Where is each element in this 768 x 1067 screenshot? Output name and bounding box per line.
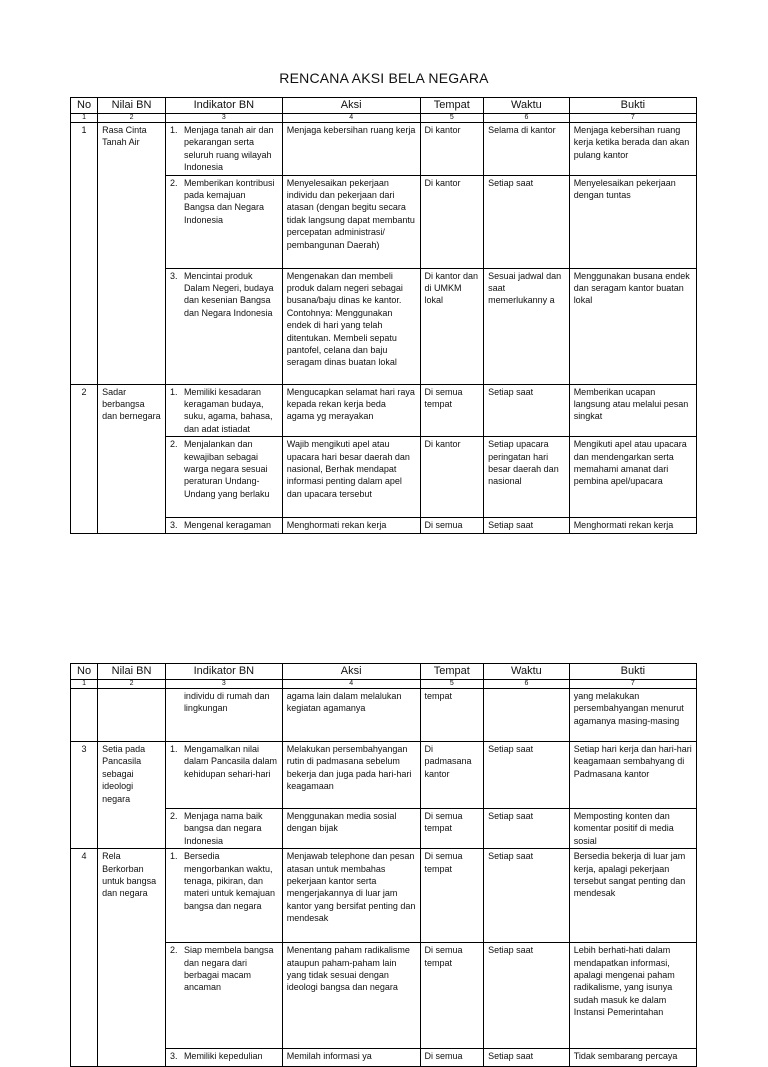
- header-bukti: Bukti: [569, 664, 696, 680]
- indicator-number: 1.: [169, 125, 178, 135]
- indicator-item: [170, 519, 278, 531]
- cell-aksi: Wajib mengikuti apel atau upacara hari besar daerah dan nasional, Berhak mendapat informasi penting dalam apel dan upacara tersebut: [282, 437, 420, 518]
- cell-nilai-bn: [98, 1049, 166, 1067]
- column-number-6: 6: [484, 114, 570, 123]
- cell-no: 2: [71, 384, 98, 437]
- indicator-text: Siap membela bangsa dan negara dari berbagai macam ancaman: [183, 945, 274, 993]
- column-number-3: 3: [165, 114, 282, 123]
- cell-waktu: Setiap saat: [484, 849, 570, 943]
- header-no: No: [71, 664, 98, 680]
- cell-tempat: Di semua: [420, 1049, 484, 1067]
- cell-aksi: Menentang paham radikalisme ataupun paham-paham lain yang tidak sesuai dengan ideologi bangsa dan negara: [282, 943, 420, 1049]
- cell-bukti: Memberikan ucapan langsung atau melalui pesan singkat: [569, 384, 696, 437]
- header-indikator-bn: Indikator BN: [165, 664, 282, 680]
- header-tempat: Tempat: [420, 664, 484, 680]
- table-row: [71, 742, 697, 809]
- cell-no: 1: [71, 123, 98, 176]
- cell-tempat: Di semua tempat: [420, 384, 484, 437]
- cell-tempat: Di kantor dan di UMKM lokal: [420, 268, 484, 384]
- header-no: No: [71, 98, 98, 114]
- indicator-number: 2.: [169, 439, 178, 450]
- table-row: [71, 1049, 697, 1067]
- cell-no: [71, 689, 98, 742]
- table-row: [71, 123, 697, 176]
- cell-bukti: Bersedia bekerja di luar jam kerja, apalagi pekerjaan tersebut sangat penting dan mendesak: [569, 849, 696, 943]
- column-number-1: 1: [71, 680, 98, 689]
- header-aksi: Aksi: [282, 98, 420, 114]
- column-number-row: [71, 114, 697, 123]
- table-row: [71, 437, 697, 518]
- column-number-5: 5: [420, 114, 484, 123]
- cell-indikator-bn: [165, 1049, 282, 1067]
- cell-waktu: Setiap upacara peringatan hari besar daerah dan nasional: [484, 437, 570, 518]
- indicator-item: [170, 124, 278, 174]
- indicator-item: [170, 1050, 278, 1062]
- cell-indikator-bn: [165, 809, 282, 849]
- cell-aksi: Menghormati rekan kerja: [282, 518, 420, 533]
- table-row: [71, 849, 697, 943]
- header-waktu: Waktu: [484, 664, 570, 680]
- cell-waktu: [484, 689, 570, 742]
- cell-indikator-bn: [165, 384, 282, 437]
- cell-waktu: Selama di kantor: [484, 123, 570, 176]
- cell-indikator-bn: [165, 689, 282, 742]
- header-bukti: Bukti: [569, 98, 696, 114]
- action-plan-table-page-1: [70, 97, 697, 534]
- cell-nilai-bn: [98, 437, 166, 518]
- cell-tempat: Di kantor: [420, 437, 484, 518]
- cell-indikator-bn: [165, 849, 282, 943]
- header-indikator-bn: Indikator BN: [165, 98, 282, 114]
- column-number-2: 2: [98, 680, 166, 689]
- cell-waktu: Setiap saat: [484, 742, 570, 809]
- cell-aksi: Menjaga kebersihan ruang kerja: [282, 123, 420, 176]
- cell-aksi: Menjawab telephone dan pesan atasan untuk membahas pekerjaan kantor serta mengerjakannya di luar jam kantor yang bersifat penting dan mendesak: [282, 849, 420, 943]
- indicator-item: [170, 850, 278, 912]
- cell-waktu: Setiap saat: [484, 1049, 570, 1067]
- cell-waktu: Setiap saat: [484, 943, 570, 1049]
- indicator-number: 1.: [169, 386, 178, 397]
- cell-indikator-bn: [165, 268, 282, 384]
- cell-waktu: Setiap saat: [484, 175, 570, 268]
- cell-nilai-bn: [98, 689, 166, 742]
- cell-bukti: Menjaga kebersihan ruang kerja ketika berada dan akan pulang kantor: [569, 123, 696, 176]
- cell-aksi: Melakukan persembahyangan rutin di padmasana sebelum bekerja dan juga pada hari-hari keagamaan: [282, 742, 420, 809]
- document-title: RENCANA AKSI BELA NEGARA: [279, 70, 489, 86]
- table-row: [71, 809, 697, 849]
- cell-bukti: Tidak sembarang percaya: [569, 1049, 696, 1067]
- cell-bukti: Menggunakan busana endek dan seragam kantor buatan lokal: [569, 268, 696, 384]
- cell-aksi: Menyelesaikan pekerjaan individu dan pekerjaan dari atasan (dengan begitu secara tidak langsung dapat membantu percepatan administrasi/ pembangunan Daerah): [282, 175, 420, 268]
- cell-tempat: Di semua tempat: [420, 943, 484, 1049]
- cell-aksi: Menggunakan media sosial dengan bijak: [282, 809, 420, 849]
- indicator-number: 2.: [169, 811, 178, 821]
- indicator-item: [170, 270, 278, 320]
- indicator-number: 3.: [169, 270, 178, 281]
- indicator-text: Memberikan kontribusi pada kemajuan Bangsa dan Negara Indonesia: [183, 177, 275, 225]
- cell-nilai-bn: [98, 268, 166, 384]
- column-number-4: 4: [282, 680, 420, 689]
- indicator-number: 3.: [169, 1051, 178, 1062]
- table-body: [71, 689, 697, 1067]
- cell-nilai-bn: [98, 518, 166, 533]
- cell-tempat: tempat: [420, 689, 484, 742]
- table-body: [71, 123, 697, 534]
- cell-indikator-bn: [165, 518, 282, 533]
- column-number-7: 7: [569, 680, 696, 689]
- cell-no: [71, 809, 98, 849]
- table-row: [71, 943, 697, 1049]
- cell-tempat: Di kantor: [420, 123, 484, 176]
- cell-tempat: Di kantor: [420, 175, 484, 268]
- indicator-item: [170, 743, 278, 780]
- cell-tempat: Di semua: [420, 518, 484, 533]
- cell-indikator-bn: [165, 742, 282, 809]
- cell-bukti: Memposting konten dan komentar positif di media sosial: [569, 809, 696, 849]
- header-row: [71, 98, 697, 114]
- cell-waktu: Sesuai jadwal dan saat memerlukanny a: [484, 268, 570, 384]
- cell-aksi: Mengenakan dan membeli produk dalam negeri sebagai busana/baju dinas ke kantor. Contohnya: Menggunakan endek di hari yang telah ditentukan. Membeli sepatu pantofel, celana dan baju seragam dinas buatan lokal: [282, 268, 420, 384]
- cell-no: [71, 437, 98, 518]
- cell-bukti: Menghormati rekan kerja: [569, 518, 696, 533]
- cell-bukti: Setiap hari kerja dan hari-hari keagamaan sembahyang di Padmasana kantor: [569, 742, 696, 809]
- indicator-text: Mengenal keragaman: [183, 520, 271, 531]
- header-aksi: Aksi: [282, 664, 420, 680]
- indicator-text: Mencintai produk Dalam Negeri, budaya dan kesenian Bangsa dan Negara Indonesia: [183, 270, 274, 318]
- column-number-5: 5: [420, 680, 484, 689]
- indicator-number: 2.: [169, 945, 178, 956]
- column-number-6: 6: [484, 680, 570, 689]
- cell-nilai-bn: Setia pada Pancasila sebagai ideologi negara: [98, 742, 166, 809]
- cell-indikator-bn: [165, 123, 282, 176]
- cell-nilai-bn: [98, 809, 166, 849]
- indicator-text: Memiliki kesadaran keragaman budaya, suku, agama, bahasa, dan adat istiadat: [183, 386, 273, 434]
- indicator-number: [170, 690, 184, 715]
- header-nilai-bn: Nilai BN: [98, 664, 166, 680]
- cell-bukti: Lebih berhati-hati dalam mendapatkan informasi, apalagi mengenai paham radikalisme, yang isunya sudah masuk ke dalam Instansi Pemerintahan: [569, 943, 696, 1049]
- header-nilai-bn: Nilai BN: [98, 98, 166, 114]
- cell-no: [71, 943, 98, 1049]
- indicator-number: 3.: [169, 520, 178, 531]
- column-number-4: 4: [282, 114, 420, 123]
- cell-waktu: Setiap saat: [484, 809, 570, 849]
- indicator-item: [170, 810, 278, 847]
- cell-nilai-bn: [98, 175, 166, 268]
- cell-nilai-bn: Sadar berbangsa dan bernegara: [98, 384, 166, 437]
- indicator-text: Menjaga tanah air dan pekarangan serta seluruh ruang wilayah Indonesia: [183, 125, 274, 173]
- cell-nilai-bn: [98, 943, 166, 1049]
- cell-nilai-bn: Rela Berkorban untuk bangsa dan negara: [98, 849, 166, 943]
- indicator-text: Mengamalkan nilai dalam Pancasila dalam kehidupan sehari-hari: [183, 744, 277, 779]
- table-row: [71, 175, 697, 268]
- cell-bukti: Mengikuti apel atau upacara dan mendengarkan serta memahami amanat dari pembina apel/upacara: [569, 437, 696, 518]
- column-number-3: 3: [165, 680, 282, 689]
- indicator-text: Menjalankan dan kewajiban sebagai warga negara sesuai peraturan Undang-Undang yang berlaku: [183, 439, 270, 499]
- indicator-item: [170, 690, 278, 715]
- cell-bukti: Menyelesaikan pekerjaan dengan tuntas: [569, 175, 696, 268]
- table-row: [71, 384, 697, 437]
- table-row: [71, 689, 697, 742]
- indicator-number: 2.: [169, 177, 178, 188]
- indicator-item: [170, 177, 278, 227]
- indicator-text: Bersedia mengorbankan waktu, tenaga, pikiran, dan materi untuk kemajuan bangsa dan negara: [183, 851, 275, 911]
- cell-nilai-bn: Rasa Cinta Tanah Air: [98, 123, 166, 176]
- cell-aksi: Memilah informasi ya: [282, 1049, 420, 1067]
- cell-tempat: Di semua tempat: [420, 809, 484, 849]
- cell-bukti: yang melakukan persembahyangan menurut agamanya masing-masing: [569, 689, 696, 742]
- cell-no: [71, 1049, 98, 1067]
- cell-no: 4: [71, 849, 98, 943]
- header-tempat: Tempat: [420, 98, 484, 114]
- indicator-item: [170, 438, 278, 500]
- cell-waktu: Setiap saat: [484, 384, 570, 437]
- indicator-text: individu di rumah dan lingkungan: [183, 691, 270, 714]
- table-row: [71, 268, 697, 384]
- cell-aksi: agama lain dalam melalukan kegiatan agamanya: [282, 689, 420, 742]
- column-number-7: 7: [569, 114, 696, 123]
- cell-no: [71, 518, 98, 533]
- header-waktu: Waktu: [484, 98, 570, 114]
- indicator-text: Menjaga nama baik bangsa dan negara Indonesia: [183, 811, 263, 846]
- cell-aksi: Mengucapkan selamat hari raya kepada rekan kerja beda agama yg merayakan: [282, 384, 420, 437]
- cell-indikator-bn: [165, 943, 282, 1049]
- indicator-number: 1.: [169, 851, 178, 862]
- indicator-number: 1.: [169, 744, 178, 754]
- cell-no: [71, 175, 98, 268]
- indicator-item: [170, 386, 278, 436]
- table-row: [71, 518, 697, 533]
- cell-indikator-bn: [165, 437, 282, 518]
- column-number-1: 1: [71, 114, 98, 123]
- cell-no: 3: [71, 742, 98, 809]
- column-number-2: 2: [98, 114, 166, 123]
- indicator-item: [170, 944, 278, 994]
- action-plan-table-page-2: [70, 663, 697, 1067]
- indicator-text: Memiliki kepedulian: [183, 1051, 263, 1062]
- cell-indikator-bn: [165, 175, 282, 268]
- cell-waktu: Setiap saat: [484, 518, 570, 533]
- column-number-row: [71, 680, 697, 689]
- cell-tempat: Di padmasana kantor: [420, 742, 484, 809]
- cell-tempat: Di semua tempat: [420, 849, 484, 943]
- header-row: [71, 664, 697, 680]
- cell-no: [71, 268, 98, 384]
